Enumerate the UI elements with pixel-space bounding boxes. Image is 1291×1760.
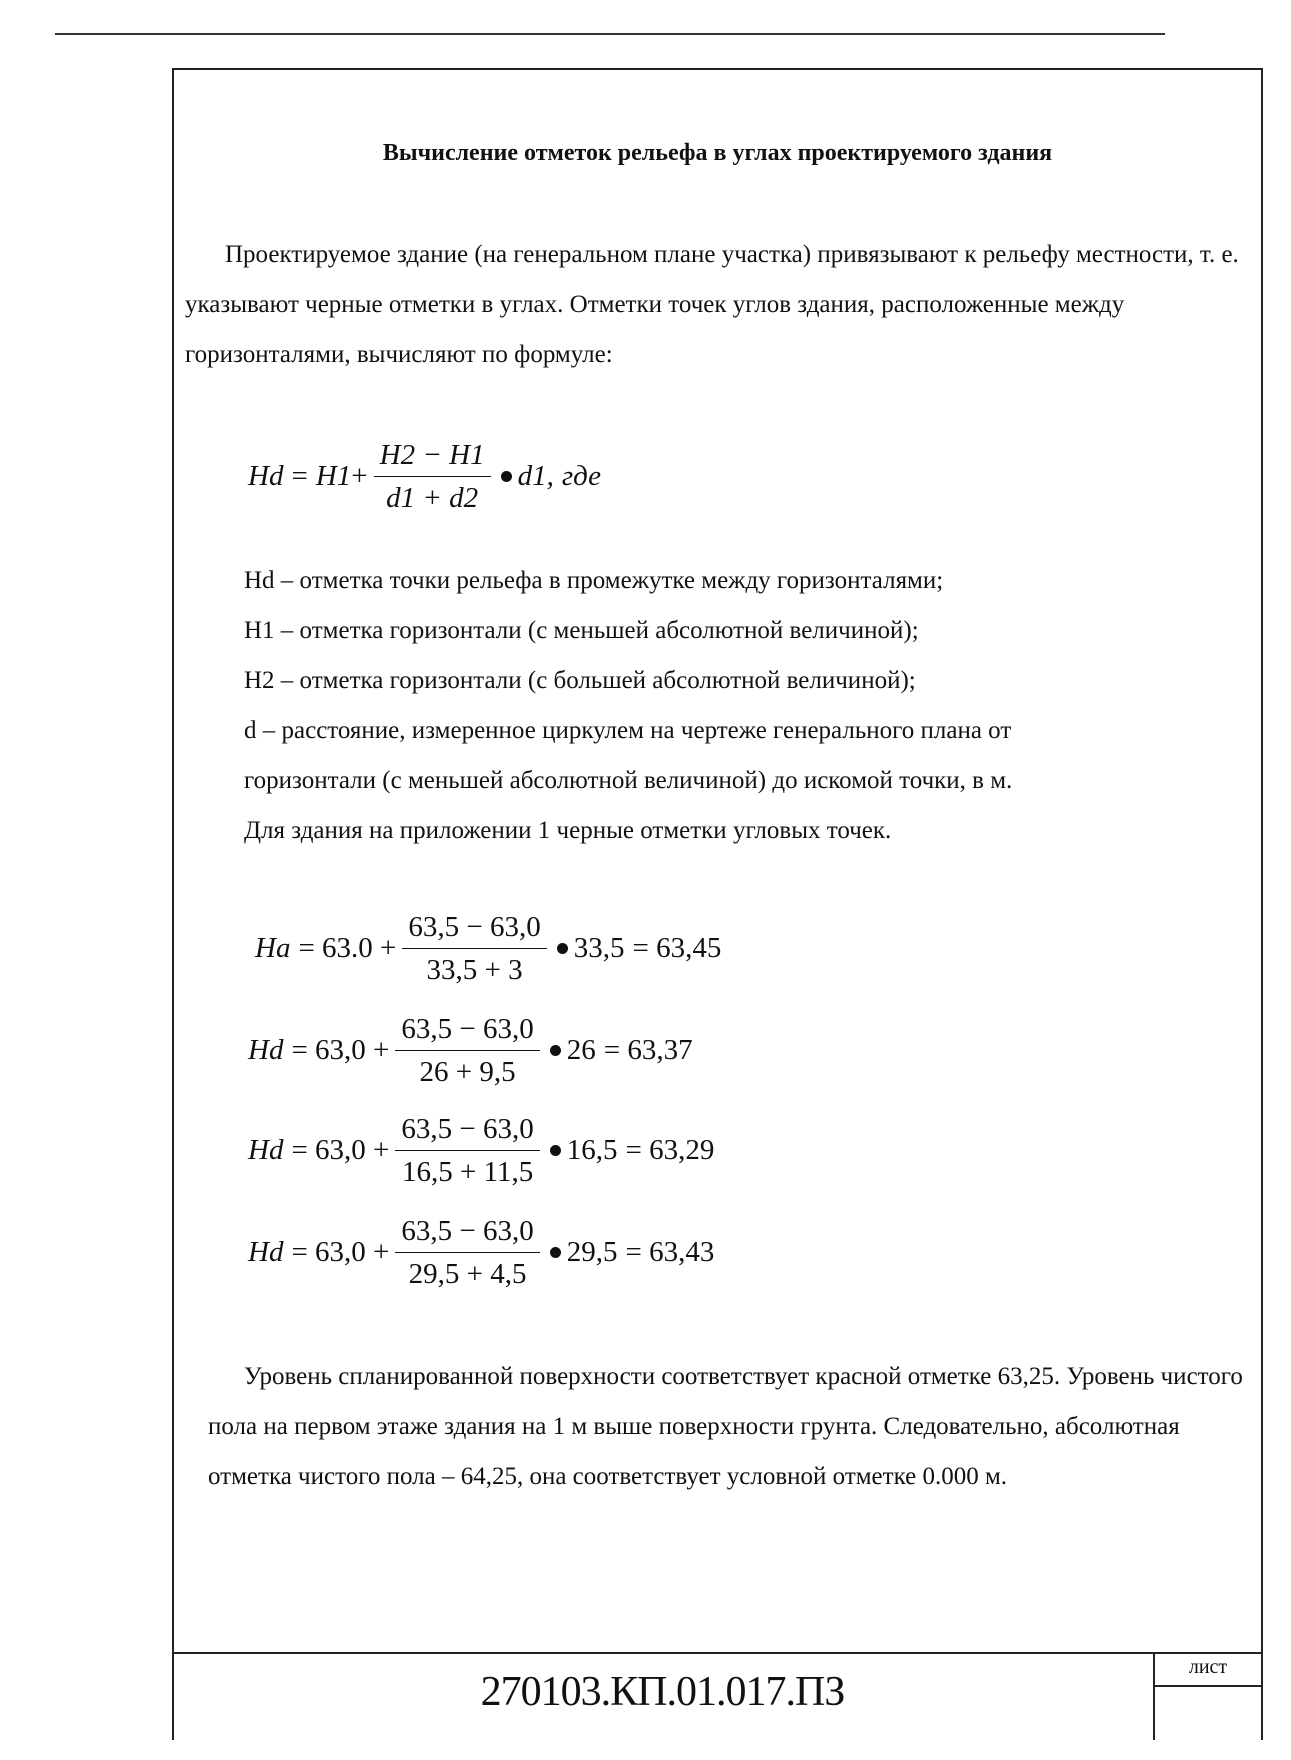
calc-fraction xyxy=(395,1212,539,1293)
calc-multiplier: 29,5 xyxy=(566,1236,618,1268)
calc-lhs: Ha xyxy=(255,932,291,964)
scan-top-rule xyxy=(55,33,1165,35)
calc-multiplier: 16,5 xyxy=(566,1134,618,1166)
formula-fraction xyxy=(374,436,491,517)
definition-item: H2 – отметка горизонтали (с большей абсолютной величиной); xyxy=(244,667,916,694)
sheet-cell-divider xyxy=(1153,1685,1263,1687)
calc-lhs: Hd xyxy=(248,1134,284,1166)
calc-base: = 63,0 + xyxy=(291,1034,390,1066)
calc-fraction xyxy=(395,1010,539,1091)
calc-numerator: 63,5 − 63,0 xyxy=(402,908,546,949)
intro-paragraph: Проектируемое здание (на генеральном плане участка) привязывают к рельефу местности, т. е. указывают черные отметки в углах. Отметки точек углов здания, расположенные между горизонталями, вычисляют по формуле: xyxy=(185,241,1239,368)
calc-result: = 63,29 xyxy=(625,1134,715,1166)
document-code: 270103.КП.01.017.ПЗ xyxy=(480,1669,845,1715)
calc-result: = 63,43 xyxy=(625,1236,715,1268)
calc-fraction xyxy=(395,1110,539,1191)
formula-plus: + xyxy=(351,460,368,492)
calc-numerator: 63,5 − 63,0 xyxy=(395,1110,539,1151)
general-formula xyxy=(248,436,601,517)
conclusion-paragraph: Уровень спланированной поверхности соответствует красной отметке 63,25. Уровень чистого пола на первом этаже здания на 1 м выше поверхности грунта. Следовательно, абсолютная отметка чистого пола – 64,25, она соответствует условной отметке 0.000 м. xyxy=(208,1363,1243,1490)
calc-base: = 63,0 + xyxy=(291,1236,390,1268)
calc-denominator: 33,5 + 3 xyxy=(426,954,523,986)
calc-result: = 63,45 xyxy=(632,932,722,964)
definition-item: Hd – отметка точки рельефа в промежутке между горизонталями; xyxy=(244,567,944,594)
sheet-label: лист xyxy=(1188,1656,1228,1678)
definition-item: H1 – отметка горизонтали (с меньшей абсолютной величиной); xyxy=(244,617,919,644)
calc-denominator: 29,5 + 4,5 xyxy=(408,1258,527,1290)
calculation-formula xyxy=(248,1010,693,1091)
multiply-dot-icon xyxy=(550,1045,561,1056)
definition-item: d – расстояние, измеренное циркулем на чертеже генерального плана от xyxy=(244,717,1012,744)
definition-item: горизонтали (с меньшей абсолютной величиной) до искомой точки, в м. xyxy=(244,767,1013,794)
calc-base: = 63.0 + xyxy=(298,932,397,964)
page-title: Вычисление отметок рельефа в углах проектируемого здания xyxy=(382,140,1053,166)
calc-base: = 63,0 + xyxy=(291,1134,390,1166)
multiply-dot-icon xyxy=(550,1247,561,1258)
title-block-border xyxy=(172,1652,1263,1654)
formula-multiplier: d1, xyxy=(517,460,554,492)
formula-suffix: где xyxy=(561,460,602,492)
calc-denominator: 26 + 9,5 xyxy=(419,1056,516,1088)
formula-denominator: d1 + d2 xyxy=(386,482,479,514)
definition-item: Для здания на приложении 1 черные отметки угловых точек. xyxy=(244,817,892,844)
calc-numerator: 63,5 − 63,0 xyxy=(395,1212,539,1253)
formula-eq: = xyxy=(291,460,308,492)
calc-lhs: Hd xyxy=(248,1236,284,1268)
formula-lhs: Hd xyxy=(248,460,284,492)
multiply-dot-icon xyxy=(557,943,568,954)
calculation-formula xyxy=(255,908,721,989)
multiply-dot-icon xyxy=(550,1145,561,1156)
calc-fraction xyxy=(402,908,546,989)
calc-multiplier: 33,5 xyxy=(573,932,625,964)
calc-multiplier: 26 xyxy=(566,1034,596,1066)
calculation-formula xyxy=(248,1110,714,1191)
multiply-dot-icon xyxy=(501,471,512,482)
formula-term: H1 xyxy=(315,460,352,492)
calc-lhs: Hd xyxy=(248,1034,284,1066)
calc-denominator: 16,5 + 11,5 xyxy=(401,1156,534,1188)
calc-numerator: 63,5 − 63,0 xyxy=(395,1010,539,1051)
formula-numerator: H2 − H1 xyxy=(374,436,491,477)
calc-result: = 63,37 xyxy=(603,1034,693,1066)
calculation-formula xyxy=(248,1212,714,1293)
definitions-list xyxy=(244,556,1244,856)
